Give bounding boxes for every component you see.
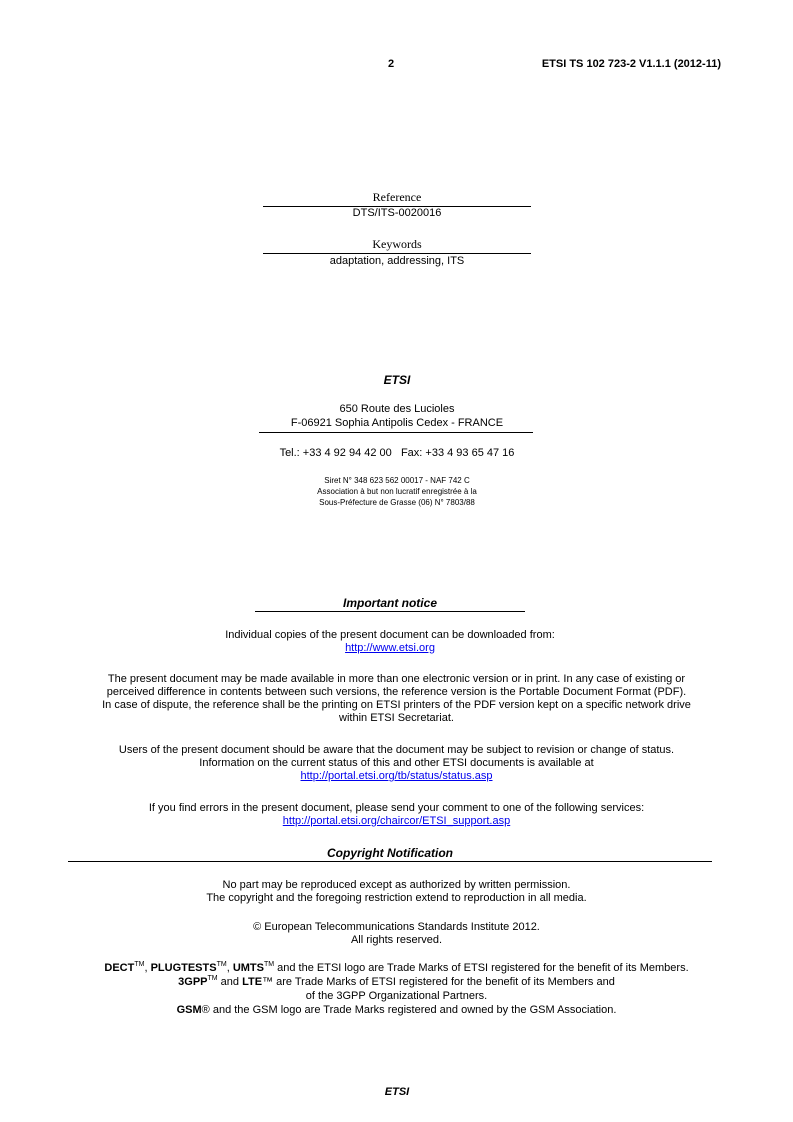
status-paragraph xyxy=(50,744,743,783)
tm-plugtests: PLUGTESTS xyxy=(150,962,217,974)
tm-3gpp: 3GPP xyxy=(178,976,208,988)
tm-line1-tail: and the ETSI logo are Trade Marks of ETSI registered for the benefit of its Members. xyxy=(274,962,689,974)
keywords-divider xyxy=(263,253,531,254)
keywords-value: adaptation, addressing, ITS xyxy=(329,255,465,267)
trademark-line-4 xyxy=(30,1003,763,1017)
version-line-1: The present document may be made available in more than one electronic version or in print. In any case of existing or xyxy=(107,673,686,685)
status-link[interactable]: http://portal.etsi.org/tb/status/status.asp xyxy=(300,770,493,782)
tm-gsm: GSM xyxy=(176,1004,202,1016)
important-notice-title: Important notice xyxy=(342,596,437,610)
tm-comma: , xyxy=(144,962,151,974)
errors-link-wrapper xyxy=(50,815,743,828)
trademark-line-1 xyxy=(30,961,763,975)
reference-value: DTS/ITS-0020016 xyxy=(352,207,442,219)
tm-lte: LTE xyxy=(242,976,263,988)
tm-mark: TM xyxy=(134,961,145,968)
tm-line4-tail: ® and the GSM logo are Trade Marks registered and owned by the GSM Association. xyxy=(201,1004,617,1016)
tm-line2-tail: ™ are Trade Marks of ETSI registered for the benefit of its Members and xyxy=(262,976,615,988)
trademark-line-2 xyxy=(30,975,763,989)
version-line-4: within ETSI Secretariat. xyxy=(339,712,454,724)
page-number: 2 xyxy=(388,58,395,70)
status-line-1: Users of the present document should be aware that the document may be subject to revision or change of status. xyxy=(118,744,675,756)
download-link-wrapper xyxy=(70,642,710,655)
tm-mark: TM xyxy=(263,961,275,968)
org-association-line2: Sous-Préfecture de Grasse (06) N° 7803/88 xyxy=(319,498,475,507)
trademark-line-3: of the 3GPP Organizational Partners. xyxy=(305,990,488,1002)
org-address-divider xyxy=(259,432,533,433)
org-phone-fax: Tel.: +33 4 92 94 42 00 Fax: +33 4 93 65 47 16 xyxy=(279,447,515,459)
tm-comma: , xyxy=(226,962,233,974)
status-link-wrapper xyxy=(50,770,743,783)
tm-and: and xyxy=(217,976,243,988)
copyright-line-1: No part may be reproduced except as authorized by written permission. xyxy=(222,879,571,891)
tm-umts: UMTS xyxy=(232,962,264,974)
org-address-line2: F-06921 Sophia Antipolis Cedex - FRANCE xyxy=(290,417,504,429)
org-address-line1: 650 Route des Lucioles xyxy=(339,403,455,415)
org-association-line1: Association à but non lucratif enregistrée à la xyxy=(317,487,477,496)
document-id: ETSI TS 102 723-2 V1.1.1 (2012-11) xyxy=(541,58,721,70)
errors-text: If you find errors in the present document, please send your comment to one of the following services: xyxy=(148,802,645,814)
tm-mark: TM xyxy=(207,975,218,982)
copyright-title: Copyright Notification xyxy=(327,846,453,860)
tm-mark: TM xyxy=(216,961,227,968)
copyright-line-2: The copyright and the foregoing restriction extend to reproduction in all media. xyxy=(206,892,587,904)
org-siret: Siret N° 348 623 562 00017 - NAF 742 C xyxy=(324,476,470,485)
errors-link[interactable]: http://portal.etsi.org/chaircor/ETSI_support.asp xyxy=(282,815,511,827)
status-line-2: Information on the current status of this and other ETSI documents is available at xyxy=(199,757,594,769)
tm-dect: DECT xyxy=(104,962,135,974)
copyright-line-4: All rights reserved. xyxy=(350,934,443,946)
important-notice-divider xyxy=(255,611,525,612)
download-link[interactable]: http://www.etsi.org xyxy=(345,642,435,654)
version-line-2: perceived difference in contents between such versions, the reference version is the Portable Document Format (PDF). xyxy=(106,686,687,698)
keywords-label: Keywords xyxy=(372,237,422,251)
version-line-3: In case of dispute, the reference shall be the printing on ETSI printers of the PDF version kept on a specific network drive xyxy=(102,699,691,711)
trademarks xyxy=(30,961,763,1017)
version-paragraph xyxy=(50,673,743,725)
org-name: ETSI xyxy=(383,373,411,387)
reference-label: Reference xyxy=(372,190,422,204)
footer-label: ETSI xyxy=(384,1086,410,1098)
copyright-divider xyxy=(68,861,712,862)
errors-paragraph xyxy=(50,802,743,828)
download-text: Individual copies of the present document can be downloaded from: xyxy=(225,629,555,641)
copyright-line-3: © European Telecommunications Standards Institute 2012. xyxy=(253,921,540,933)
